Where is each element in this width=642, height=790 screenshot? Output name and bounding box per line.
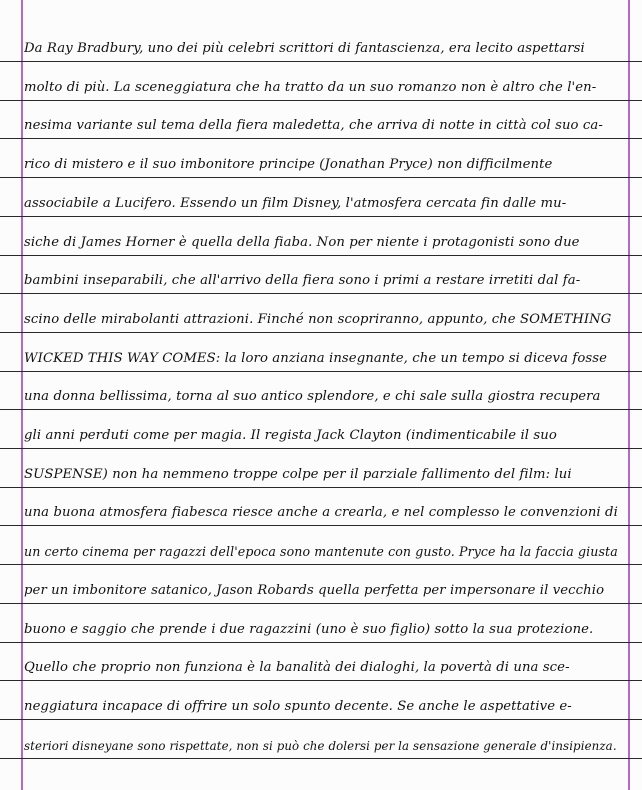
text-line: una buona atmosfera fiabesca riesce anche a crearla, e nel complesso le convenzioni di (24, 505, 618, 520)
text-line: una donna bellissima, torna al suo antico splendore, e chi sale sulla giostra recupera (24, 389, 601, 404)
text-line: neggiatura incapace di offrire un solo spunto decente. Se anche le aspettative e- (24, 699, 572, 714)
text-line: SUSPENSE) non ha nemmeno troppe colpe per il parziale fallimento del film: lui (24, 467, 572, 482)
text-line: Da Ray Bradbury, uno dei più celebri scrittori di fantascienza, era lecito aspettarsi (24, 41, 585, 56)
text-line: nesima variante sul tema della fiera maledetta, che arriva di notte in città col suo ca- (24, 118, 603, 133)
text-line: per un imbonitore satanico, Jason Robards quella perfetta per impersonare il vecchio (24, 583, 605, 598)
text-line: molto di più. La sceneggiatura che ha tratto da un suo romanzo non è altro che l'en- (24, 80, 597, 95)
text-line: un certo cinema per ragazzi dell'epoca sono mantenute con gusto. Pryce ha la faccia giusta (24, 544, 618, 559)
text-line: siche di James Horner è quella della fiaba. Non per niente i protagonisti sono due (24, 235, 580, 250)
text-line: bambini inseparabili, che all'arrivo della fiera sono i primi a restare irretiti dal fa- (24, 273, 581, 288)
text-line: rico di mistero e il suo imbonitore principe (Jonathan Pryce) non difficilmente (24, 157, 553, 172)
text-line: scino delle mirabolanti attrazioni. Finché non scopriranno, appunto, che SOMETHING (24, 312, 612, 327)
text-line: gli anni perduti come per magia. Il regista Jack Clayton (indimenticabile il suo (24, 428, 557, 443)
text-line: WICKED THIS WAY COMES: la loro anziana insegnante, che un tempo si diceva fosse (24, 351, 607, 366)
text-line: associabile a Lucifero. Essendo un film Disney, l'atmosfera cercata fin dalle mu- (24, 196, 567, 211)
text-line: steriori disneyane sono rispettate, non si può che dolersi per la sensazione generale d'insipienza. (24, 739, 617, 753)
text-line: buono e saggio che prende i due ragazzini (uno è suo figlio) sotto la sua protezione. (24, 622, 594, 637)
text-line: Quello che proprio non funziona è la banalità dei dialoghi, la povertà di una sce- (24, 660, 570, 675)
